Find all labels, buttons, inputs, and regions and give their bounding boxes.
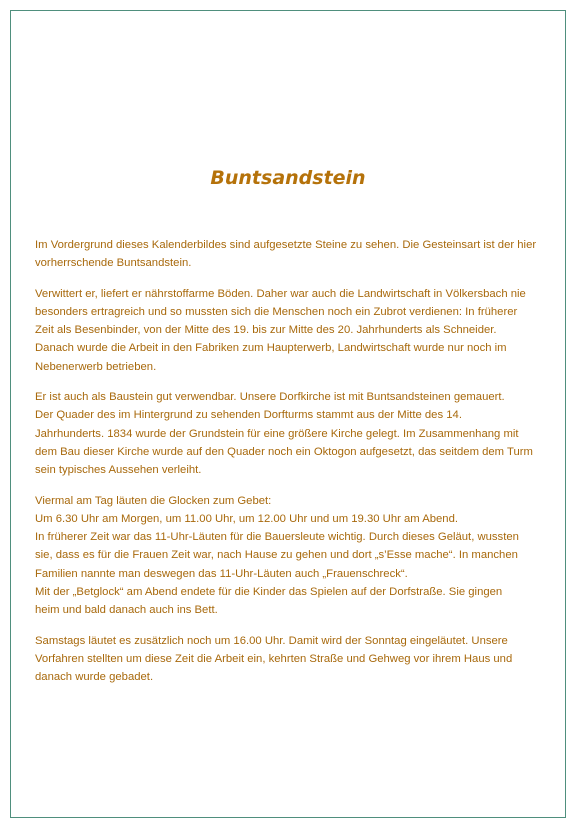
text-line: Familien nannte man deswegen das 11-Uhr-Läuten auch „Frauenschreck“.: [35, 567, 408, 580]
text-line: heim und bald danach auch ins Bett.: [35, 604, 218, 617]
text-line: Mit der „Betglock“ am Abend endete für die Kinder das Spielen auf der Dorfstraße. Sie gingen: [35, 586, 503, 599]
text-line: Viermal am Tag läuten die Glocken zum Gebet:: [35, 494, 272, 507]
text-line: vorherrschende Buntsandstein.: [35, 257, 192, 270]
text-line: besonders ertragreich und so mussten sich die Menschen noch ein Zubrot verdienen: In früherer: [35, 305, 518, 318]
paragraph-saturday: [35, 632, 547, 687]
paragraph-intro: [35, 236, 547, 273]
text-line: Im Vordergrund dieses Kalenderbildes sind aufgesetzte Steine zu sehen. Die Gesteinsart ist der hier: [35, 239, 537, 251]
document-body: [35, 236, 547, 699]
paragraph-church: [35, 388, 547, 479]
paragraph-bells: [35, 492, 547, 620]
text-line: sie, dass es für die Frauen Zeit war, nach Hause zu gehen und dort „s’Esse mache“. In manchen: [35, 549, 518, 562]
text-line: danach wurde gebadet.: [35, 671, 154, 684]
paragraph-soil: [35, 285, 547, 376]
text-line: Der Quader des im Hintergrund zu sehenden Dorfturms stammt aus der Mitte des 14.: [35, 409, 462, 422]
text-line: Zeit als Besenbinder, von der Mitte des 19. bis zur Mitte des 20. Jahrhunderts als Schneider.: [35, 324, 497, 337]
text-line: sein typisches Aussehen verleiht.: [35, 464, 202, 477]
text-line: Vorfahren stellten um diese Zeit die Arbeit ein, kehrten Straße und Gehweg vor ihrem Haus und: [35, 652, 513, 665]
text-line: Verwittert er, liefert er nährstoffarme Böden. Daher war auch die Landwirtschaft in Völkersbach nie: [35, 287, 526, 300]
text-line: dem Bau dieser Kirche wurde auf den Quader noch ein Oktogon aufgesetzt, das seitdem dem Turm: [35, 445, 533, 458]
text-line: Danach wurde die Arbeit in den Fabriken zum Haupterwerb, Landwirtschaft wurde nur noch im: [35, 342, 507, 355]
text-line: Samstags läutet es zusätzlich noch um 16.00 Uhr. Damit wird der Sonntag eingeläutet. Unsere: [35, 634, 508, 647]
text-line: Jahrhunderts. 1834 wurde der Grundstein für eine größere Kirche gelegt. Im Zusammenhang mit: [35, 427, 519, 440]
text-line: Nebenerwerb betrieben.: [35, 360, 157, 373]
page-title: Buntsandstein: [210, 167, 366, 189]
text-line: In früherer Zeit war das 11-Uhr-Läuten für die Bauersleute wichtig. Durch dieses Geläut, wussten: [35, 531, 519, 544]
text-line: Um 6.30 Uhr am Morgen, um 11.00 Uhr, um 12.00 Uhr und um 19.30 Uhr am Abend.: [35, 512, 459, 525]
text-line: Er ist auch als Baustein gut verwendbar. Unsere Dorfkirche ist mit Buntsandsteinen gemauert.: [35, 391, 505, 404]
